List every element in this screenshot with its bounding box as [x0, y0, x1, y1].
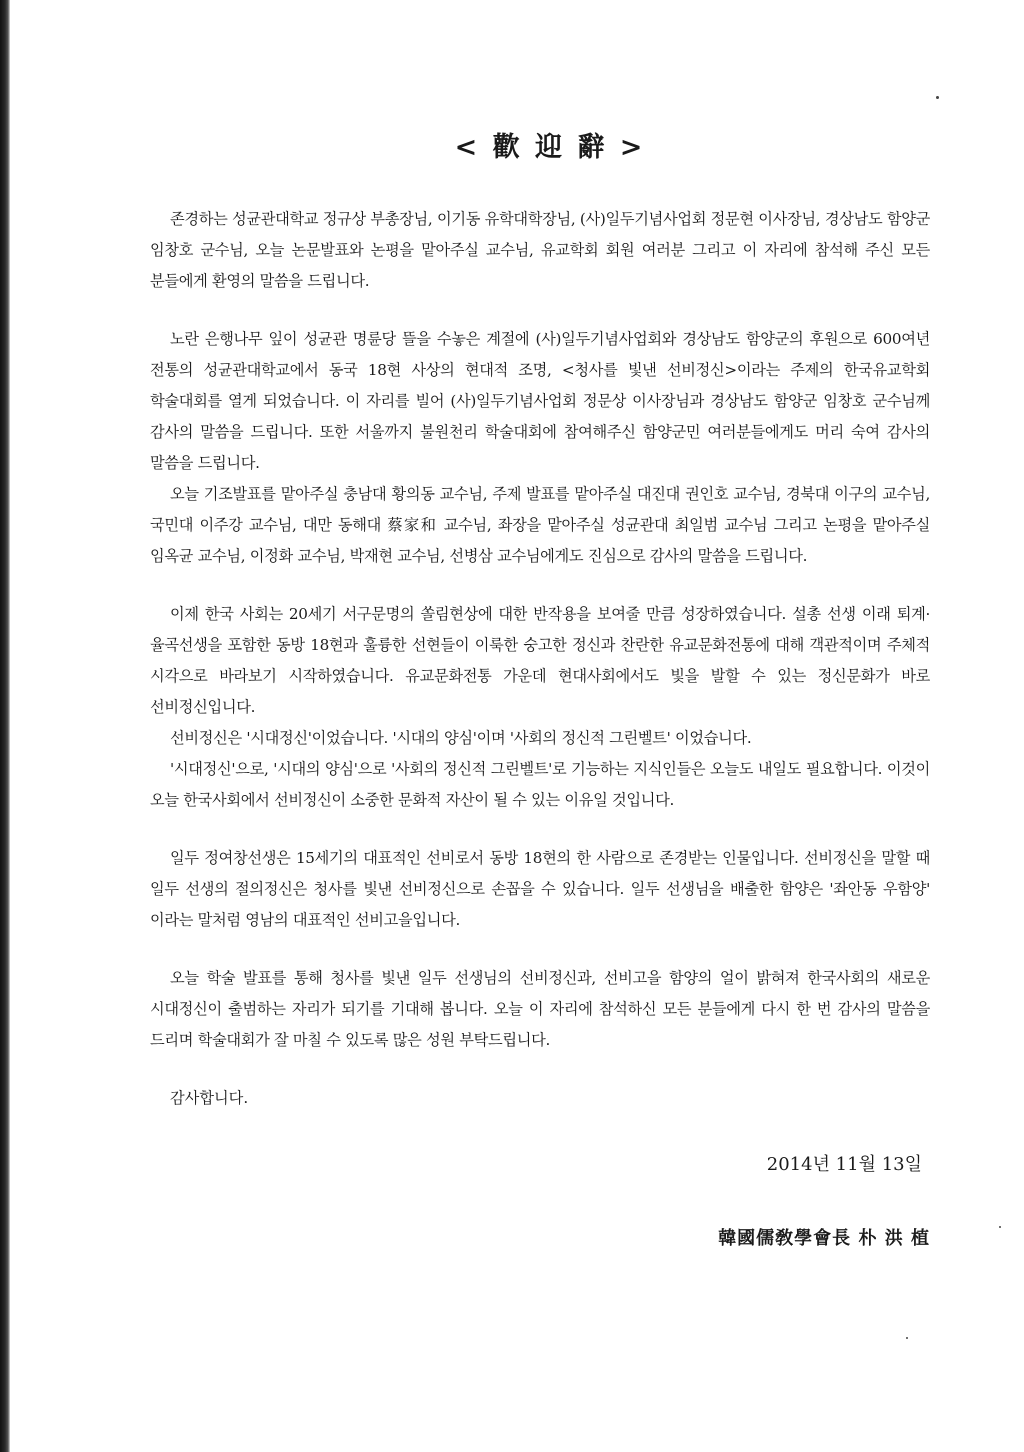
scan-speck	[936, 96, 939, 99]
paragraph-thanks-sponsors: 노란 은행나무 잎이 성균관 명륜당 뜰을 수놓은 계절에 (사)일두기념사업회와 경상남도 함양군의 후원으로 600여년 전통의 성균관대학교에서 동국 18현 사상의 현대적 조명, <청사를 빛낸 선비정신>이라는 주제의 한국유교학회 학술대회를 열게 되었습니다. 이 자리를 빌어 (사)일두기념사업회 정문상 이사장님과 경상남도 함양군 임창호 군수님께 감사의 말씀을 드립니다. 또한 서울까지 불원천리 학술대회에 참여해주신 함양군민 여러분들에게도 머리 숙여 감사의 말씀을 드립니다.	[150, 330, 930, 472]
scan-speck	[999, 1226, 1001, 1228]
document-page	[150, 125, 930, 1250]
paragraph-korean-society: 이제 한국 사회는 20세기 서구문명의 쏠림현상에 대한 반작용을 보여줄 만큼 성장하였습니다. 설총 선생 이래 퇴계·율곡선생을 포함한 동방 18현과 훌륭한 선현들이 이룩한 숭고한 정신과 찬란한 유교문화전통에 대해 객관적이며 주체적 시각으로 바라보기 시작하였습니다. 유교문화전통 가운데 현대사회에서도 빛을 발할 수 있는 정신문화가 바로 선비정신입니다.	[150, 605, 930, 716]
paragraph-thanks-presenters: 오늘 기조발표를 맡아주실 충남대 황의동 교수님, 주제 발표를 맡아주실 대진대 권인호 교수님, 경북대 이구의 교수님, 국민대 이주강 교수님, 대만 동해대 蔡家和 교수님, 좌장을 맡아주실 성균관대 최일범 교수님 그리고 논평을 맡아주실 임옥균 교수님, 이정화 교수님, 박재현 교수님, 선병삼 교수님에게도 진심으로 감사의 말씀을 드립니다.	[150, 485, 930, 565]
document-title: < 歡 迎 辭 >	[454, 132, 646, 163]
closing-thanks: 감사합니다.	[170, 1089, 249, 1107]
document-date: 2014년 11월 13일	[766, 1154, 922, 1175]
paragraph-expectation: 오늘 학술 발표를 통해 청사를 빛낸 일두 선생님의 선비정신과, 선비고을 함양의 얼이 밝혀져 한국사회의 새로운 시대정신이 출범하는 자리가 되기를 기대해 봅니다. 오늘 이 자리에 참석하신 모든 분들에게 다시 한 번 감사의 말씀을 드리며 학술대회가 잘 마칠 수 있도록 많은 성원 부탁드립니다.	[150, 969, 930, 1049]
paragraph-ildu: 일두 정여창선생은 15세기의 대표적인 선비로서 동방 18현의 한 사람으로 존경받는 인물입니다. 선비정신을 말할 때 일두 선생의 절의정신은 청사를 빛낸 선비정신으로 손꼽을 수 있습니다. 일두 선생님을 배출한 함양은 '좌안동 우함양' 이라는 말처럼 영남의 대표적인 선비고을입니다.	[150, 849, 930, 929]
signature: 韓國儒敎學會長 朴 洪 植	[718, 1228, 930, 1249]
paragraph-seonbi-spirit: 선비정신은 '시대정신'이었습니다. '시대의 양심'이며 '사회의 정신적 그린벨트' 이었습니다.	[170, 729, 752, 747]
paragraph-greeting: 존경하는 성균관대학교 정규상 부총장님, 이기동 유학대학장님, (사)일두기념사업회 정문현 이사장님, 경상남도 함양군 임창호 군수님, 오늘 논문발표와 논평을 맡아주실 교수님, 유교학회 회원 여러분 그리고 이 자리에 참석해 주신 모든 분들에게 환영의 말씀을 드립니다.	[150, 210, 930, 290]
paragraph-intellectuals: '시대정신'으로, '시대의 양심'으로 '사회의 정신적 그린벨트'로 기능하는 지식인들은 오늘도 내일도 필요합니다. 이것이 오늘 한국사회에서 선비정신이 소중한 문화적 자산이 될 수 있는 이유일 것입니다.	[150, 760, 930, 809]
scan-speck	[906, 1337, 908, 1339]
scan-left-edge	[0, 0, 10, 1452]
